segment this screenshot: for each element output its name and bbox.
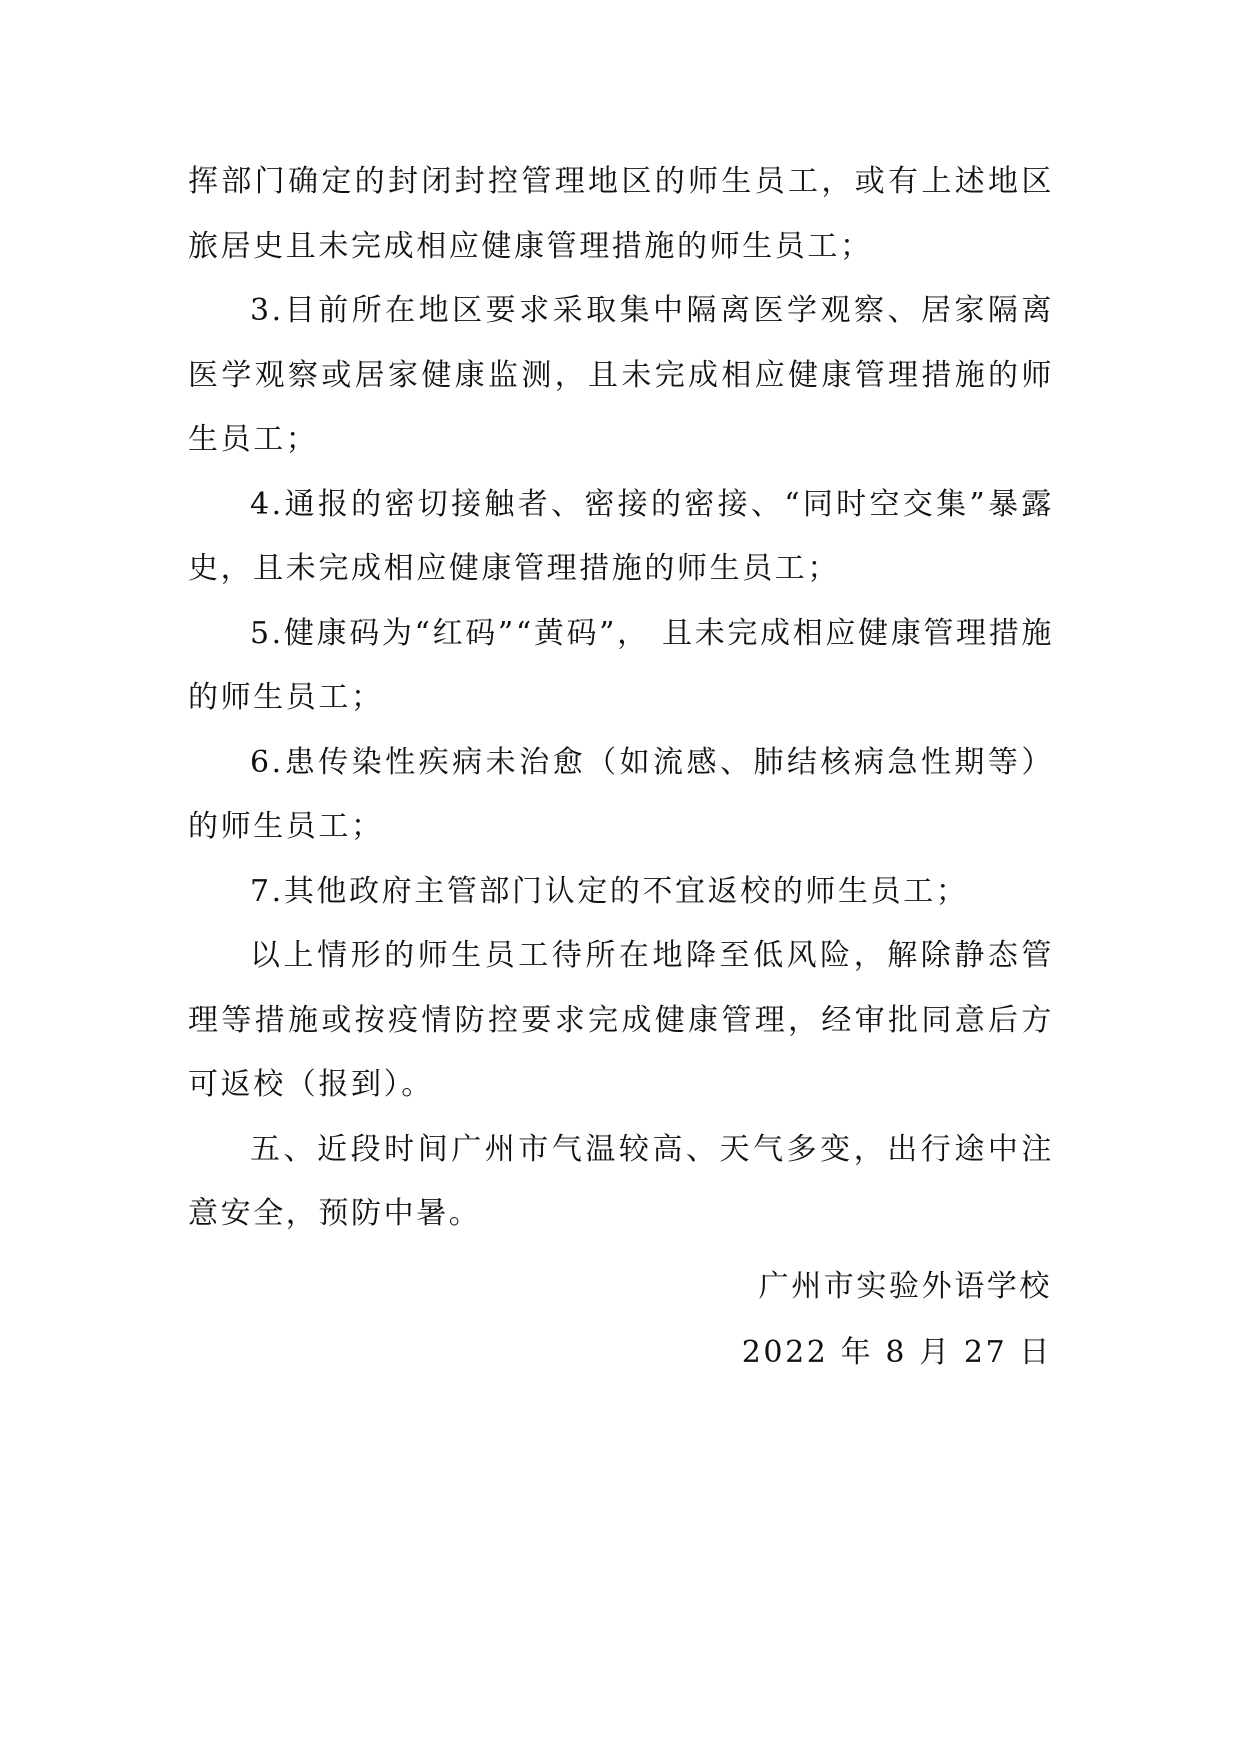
paragraph-item-3: 3.目前所在地区要求采取集中隔离医学观察、居家隔离医学观察或居家健康监测，且未完成相应健康管理措施的师生员工； <box>188 293 1054 457</box>
paragraph-item-5: 5.健康码为“红码”“黄码”， 且未完成相应健康管理措施的师生员工； <box>188 615 1054 715</box>
paragraph-return-conditions: 以上情形的师生员工待所在地降至低风险，解除静态管理等措施或按疫情防控要求完成健康管理，经审批同意后方可返校（报到）。 <box>188 938 1054 1102</box>
paragraph-section-five: 五、近段时间广州市气温较高、天气多变，出行途中注意安全，预防中暑。 <box>188 1131 1054 1231</box>
paragraph-continuation: 挥部门确定的封闭封控管理地区的师生员工，或有上述地区旅居史且未完成相应健康管理措施的师生员工； <box>188 164 1054 264</box>
paragraph-item-6: 6.患传染性疾病未治愈（如流感、肺结核病急性期等）的师生员工； <box>188 744 1054 844</box>
signature-organization: 广州市实验外语学校 <box>758 1269 1052 1304</box>
document-body <box>188 150 1054 1247</box>
paragraph-item-7: 7.其他政府主管部门认定的不宜返校的师生员工； <box>250 873 969 909</box>
signature-block <box>742 1254 1052 1386</box>
paragraph-item-4: 4.通报的密切接触者、密接的密接、“同时空交集”暴露史，且未完成相应健康管理措施的师生员工； <box>188 486 1054 586</box>
signature-date: 2022 年 8 月 27 日 <box>741 1335 1052 1370</box>
